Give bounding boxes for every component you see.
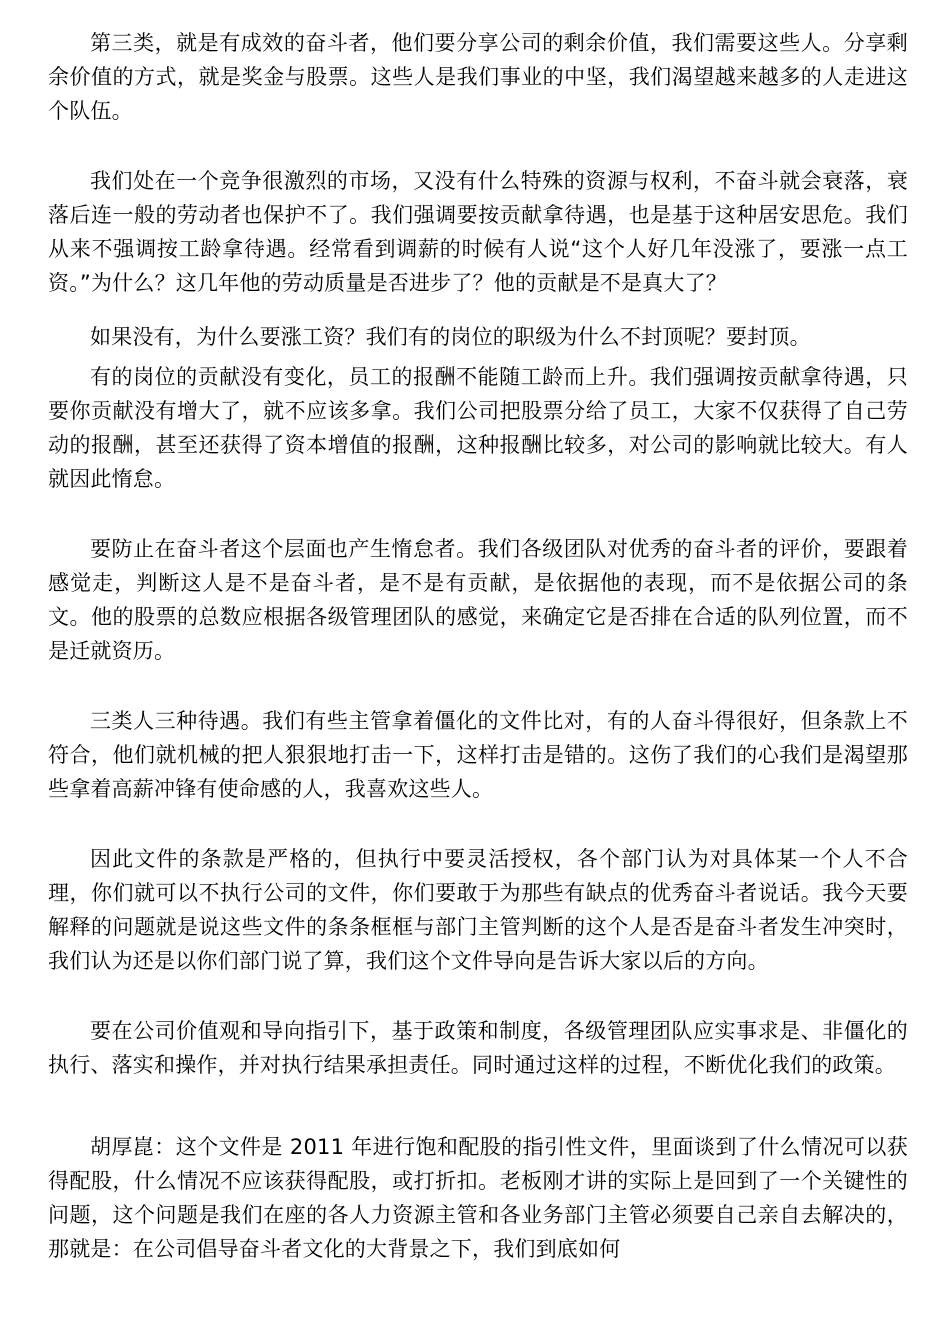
paragraph-7: 因此文件的条款是严格的，但执行中要灵活授权，各个部门认为对具体某一个人不合理，你们就可以不执行公司的文件，你们要敢于为那些有缺点的优秀奋斗者说话。我今天要解释的问题就是说这些文件的条条框框与部门主管判断的这个人是否是奋斗者发生冲突时，我们认为还是以你们部门说了算，我们这个文件导向是告诉大家以后的方向。: [48, 847, 908, 973]
paragraph-2: 我们处在一个竞争很激烈的市场，又没有什么特殊的资源与权利，不奋斗就会衰落，衰落后连一般的劳动者也保护不了。我们强调要按贡献拿待遇，也是基于这种居安思危。我们从来不强调按工龄拿待遇。经常看到调薪的时候有人说“这个人好几年没涨了，要涨一点工资。”为什么？这几年他的劳动质量是否进步了？他的贡献是不是真大了？: [48, 169, 908, 295]
paragraph-1: 第三类，就是有成效的奋斗者，他们要分享公司的剩余价值，我们需要这些人。分享剩余价值的方式，就是奖金与股票。这些人是我们事业的中坚，我们渴望越来越多的人走进这个队伍。: [48, 31, 908, 123]
paragraph-5: 要防止在奋斗者这个层面也产生惰怠者。我们各级团队对优秀的奋斗者的评价，要跟着感觉走，判断这人是不是奋斗者，是不是有贡献，是依据他的表现，而不是依据公司的条文。他的股票的总数应根据各级管理团队的感觉，来确定它是否排在合适的队列位置，而不是迁就资历。: [48, 537, 908, 663]
paragraph-8: 要在公司价值观和导向指引下，基于政策和制度，各级管理团队应实事求是、非僵化的执行、落实和操作，并对执行结果承担责任。同时通过这样的过程，不断优化我们的政策。: [48, 1019, 908, 1077]
paragraph-6: 三类人三种待遇。我们有些主管拿着僵化的文件比对，有的人奋斗得很好，但条款上不符合，他们就机械的把人狠狠地打击一下，这样打击是错的。这伤了我们的心我们是渴望那些拿着高薪冲锋有使命感的人，我喜欢这些人。: [48, 709, 908, 801]
paragraph-9: 胡厚崑：这个文件是 2011 年进行饱和配股的指引性文件，里面谈到了什么情况可以获得配股，什么情况不应该获得配股，或打折扣。老板刚才讲的实际上是回到了一个关键性的问题，这个问题是我们在座的各人力资源主管和各业务部门主管必须要自己亲自去解决的，那就是：在公司倡导奋斗者文化的大背景之下，我们到底如何: [48, 1135, 908, 1261]
paragraph-3: 如果没有，为什么要涨工资？我们有的岗位的职级为什么不封顶呢？要封顶。: [90, 325, 811, 349]
document-page: [48, 26, 908, 1266]
paragraph-4: 有的岗位的贡献没有变化，员工的报酬不能随工龄而上升。我们强调按贡献拿待遇，只要你贡献没有增大了，就不应该多拿。我们公司把股票分给了员工，大家不仅获得了自己劳动的报酬，甚至还获得了资本增值的报酬，这种报酬比较多，对公司的影响就比较大。有人就因此惰怠。: [48, 365, 908, 491]
